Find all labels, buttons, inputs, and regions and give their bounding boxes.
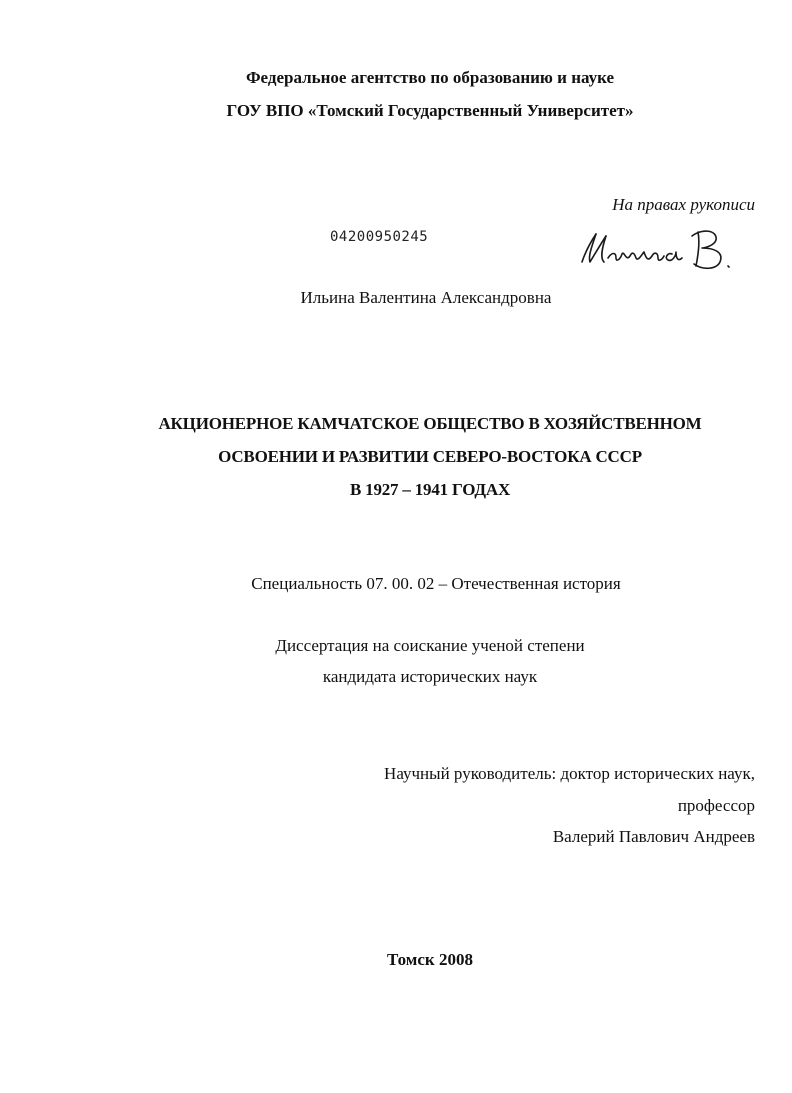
thesis-title-line-1: АКЦИОНЕРНОЕ КАМЧАТСКОЕ ОБЩЕСТВО В ХОЗЯЙСТВЕННОМ xyxy=(158,414,702,433)
thesis-title-line-3: В 1927 – 1941 ГОДАХ xyxy=(349,480,511,499)
university-name: ГОУ ВПО «Томский Государственный Университет» xyxy=(226,101,634,120)
degree-line-2: кандидата исторических наук xyxy=(322,667,538,686)
registration-code: 04200950245 xyxy=(330,229,429,245)
degree-line-1: Диссертация на соискание ученой степени xyxy=(275,636,585,655)
manuscript-note: На правах рукописи xyxy=(612,195,755,214)
thesis-title-line-2: ОСВОЕНИИ И РАЗВИТИИ СЕВЕРО-ВОСТОКА СССР xyxy=(218,447,642,466)
agency-name: Федеральное агентство по образованию и науке xyxy=(245,68,615,87)
supervisor-line-1: Научный руководитель: доктор исторических наук, xyxy=(384,764,755,783)
specialty: Специальность 07. 00. 02 – Отечественная история xyxy=(251,574,621,593)
supervisor-line-2: профессор xyxy=(677,796,755,815)
supervisor-name: Валерий Павлович Андреев xyxy=(552,827,755,846)
handwritten-signature-icon xyxy=(572,222,742,280)
city-year: Томск 2008 xyxy=(387,950,473,969)
author-name: Ильина Валентина Александровна xyxy=(300,288,552,307)
